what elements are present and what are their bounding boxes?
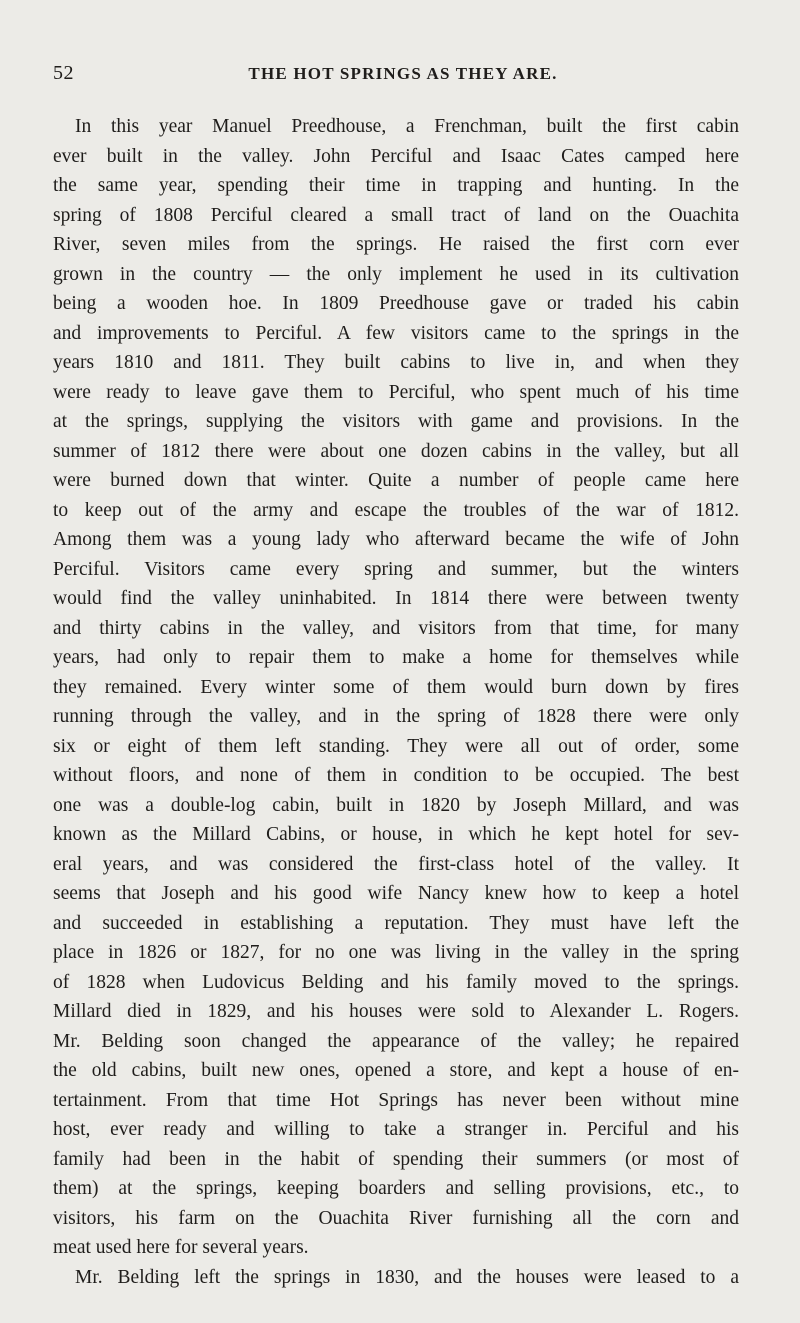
text-line: River, seven miles from the springs. He raised the first corn ever [53, 234, 739, 255]
text-line: years, had only to repair them to make a home for themselves while [53, 647, 739, 668]
text-line: eral years, and was considered the first-class hotel of the valley. It [53, 853, 739, 875]
text-line: visitors, his farm on the Ouachita River furnishing all the corn and [53, 1207, 739, 1229]
text-line: Mr. Belding left the springs in 1830, and the houses were leased to a [75, 1266, 739, 1288]
text-line: Among them was a young lady who afterward became the wife of John [53, 529, 739, 550]
text-line: being a wooden hoe. In 1809 Preedhouse gave or traded his cabin [53, 293, 739, 314]
text-line: the same year, spending their time in trapping and hunting. In the [53, 175, 739, 196]
text-line: tertainment. From that time Hot Springs has never been without mine [53, 1089, 739, 1111]
text-line: summer of 1812 there were about one dozen cabins in the valley, but all [53, 440, 739, 462]
body-text [53, 112, 739, 1292]
page-header [53, 62, 753, 92]
text-line: were ready to leave gave them to Perciful, who spent much of his time [53, 381, 739, 403]
text-line: grown in the country — the only implement he used in its cultivation [53, 263, 739, 285]
text-line: known as the Millard Cabins, or house, in which he kept hotel for sev- [53, 824, 739, 845]
text-line: one was a double-log cabin, built in 1820 by Joseph Millard, and was [53, 794, 739, 816]
text-line: they remained. Every winter some of them would burn down by fires [53, 676, 739, 698]
text-line: running through the valley, and in the spring of 1828 there were only [53, 706, 739, 727]
text-line: In this year Manuel Preedhouse, a Frenchman, built the first cabin [75, 116, 739, 137]
text-line: Millard died in 1829, and his houses were sold to Alexander L. Rogers. [53, 1001, 739, 1022]
text-line: family had been in the habit of spending their summers (or most of [53, 1148, 739, 1170]
text-line: spring of 1808 Perciful cleared a small tract of land on the Ouachita [53, 204, 739, 226]
text-line: would find the valley uninhabited. In 1814 there were between twenty [53, 588, 739, 609]
text-line: meat used here for several years. [53, 1237, 309, 1258]
running-head: THE HOT SPRINGS AS THEY ARE. [248, 64, 558, 83]
text-line: of 1828 when Ludovicus Belding and his family moved to the springs. [53, 971, 739, 993]
text-line: to keep out of the army and escape the troubles of the war of 1812. [53, 499, 739, 521]
page-number: 52 [53, 62, 74, 84]
text-line: and improvements to Perciful. A few visitors came to the springs in the [53, 322, 739, 344]
text-line: and succeeded in establishing a reputation. They must have left the [53, 912, 739, 934]
text-line: years 1810 and 1811. They built cabins to live in, and when they [53, 352, 739, 373]
text-line: them) at the springs, keeping boarders and selling provisions, etc., to [53, 1178, 739, 1199]
text-line: Mr. Belding soon changed the appearance of the valley; he repaired [53, 1030, 739, 1052]
text-line: place in 1826 or 1827, for no one was living in the valley in the spring [53, 942, 739, 963]
text-line: and thirty cabins in the valley, and visitors from that time, for many [53, 617, 739, 639]
text-line: Perciful. Visitors came every spring and summer, but the winters [53, 558, 739, 580]
paragraph [53, 1263, 739, 1293]
text-line: seems that Joseph and his good wife Nancy knew how to keep a hotel [53, 883, 739, 904]
text-line: ever built in the valley. John Perciful and Isaac Cates camped here [53, 145, 739, 167]
text-line: six or eight of them left standing. They were all out of order, some [53, 735, 739, 757]
paragraph [53, 112, 739, 1263]
text-line: the old cabins, built new ones, opened a store, and kept a house of en- [53, 1060, 739, 1081]
text-line: were burned down that winter. Quite a number of people came here [53, 470, 739, 491]
text-line: without floors, and none of them in condition to be occupied. The best [53, 765, 739, 786]
text-line: at the springs, supplying the visitors with game and provisions. In the [53, 411, 739, 432]
text-line: host, ever ready and willing to take a stranger in. Perciful and his [53, 1119, 739, 1140]
